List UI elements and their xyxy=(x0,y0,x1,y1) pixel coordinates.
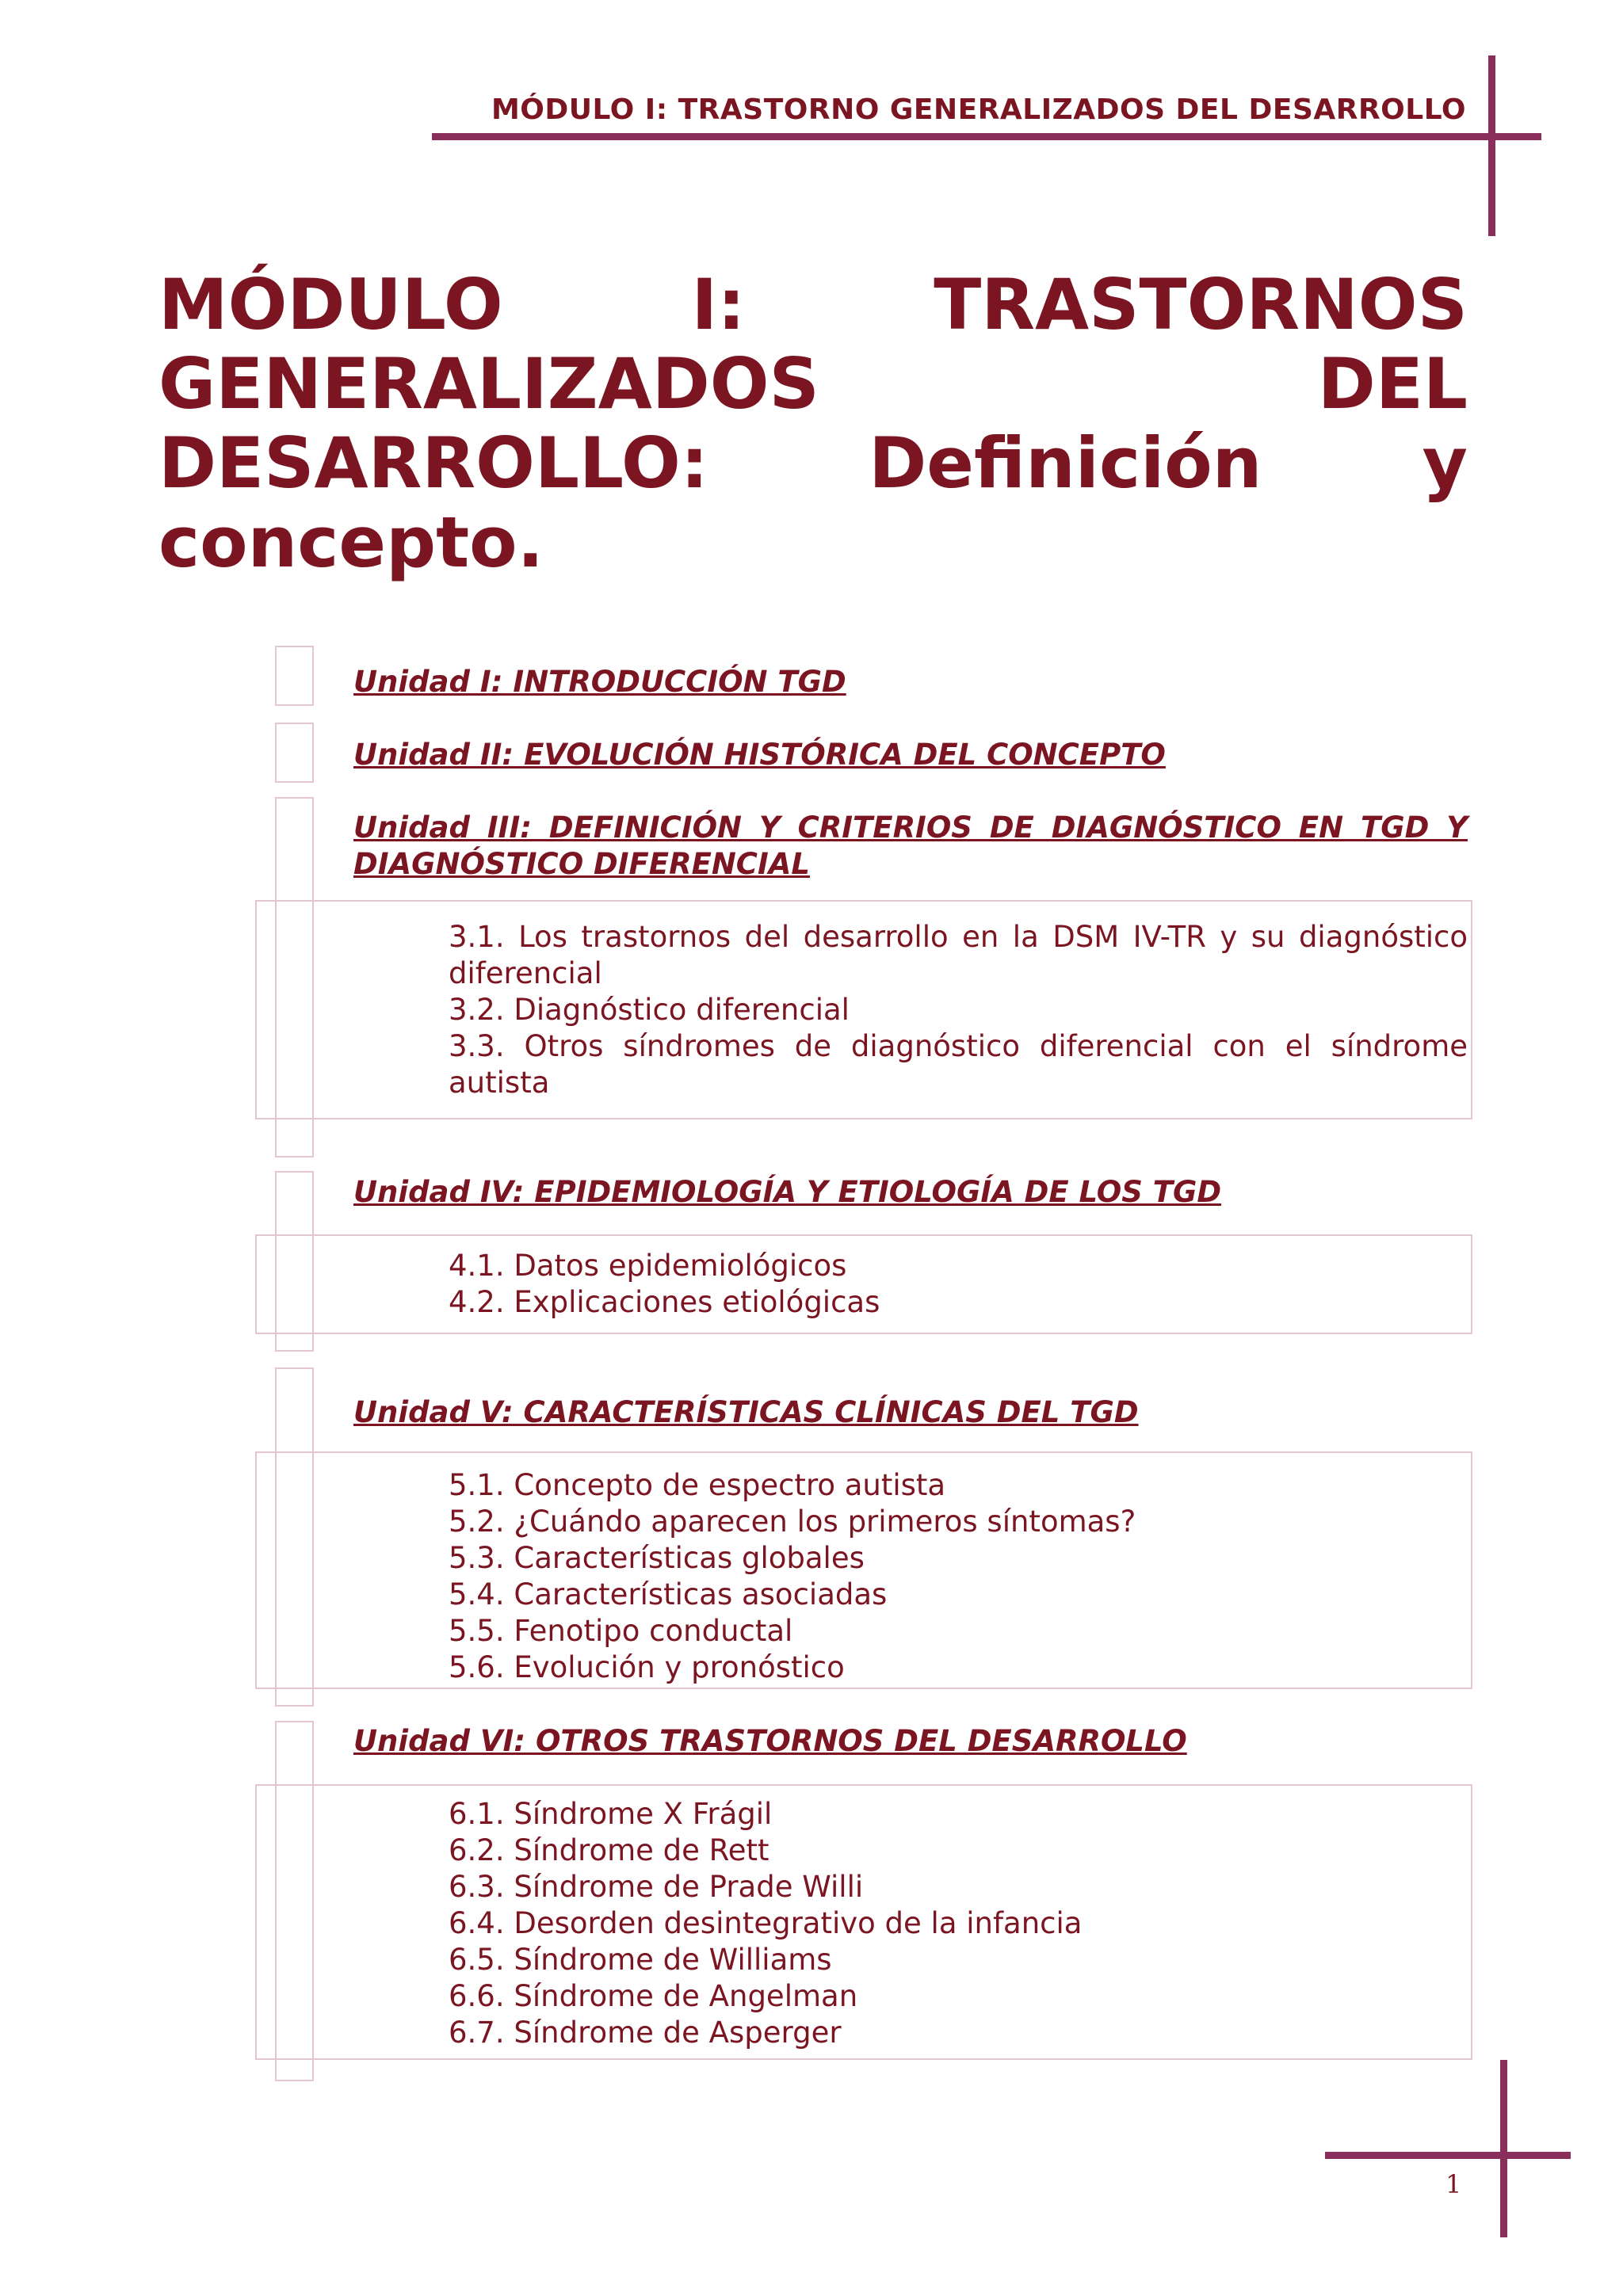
title-line-3 xyxy=(158,424,1468,503)
title-line-4 xyxy=(158,503,1468,582)
list-item: 5.1. Concepto de espectro autista xyxy=(449,1468,946,1502)
title-word: DEL xyxy=(1317,343,1468,425)
frame-square xyxy=(275,646,314,706)
unit-4-heading: Unidad IV: EPIDEMIOLOGÍA Y ETIOLOGÍA DE LOS TGD xyxy=(353,1175,1222,1209)
list-item: 4.2. Explicaciones etiológicas xyxy=(449,1285,880,1319)
unit-1-heading: Unidad I: INTRODUCCIÓN TGD xyxy=(353,665,846,699)
title-word: TRASTORNOS xyxy=(934,264,1468,345)
title-word: y xyxy=(1422,422,1468,504)
title-line-2 xyxy=(158,345,1468,424)
title-word: DESARROLLO: xyxy=(158,422,708,504)
running-header: MÓDULO I: TRASTORNO GENERALIZADOS DEL DESARROLLO xyxy=(491,93,1466,126)
list-item: 4.1. Datos epidemiológicos xyxy=(449,1249,847,1283)
list-item: 6.1. Síndrome X Frágil xyxy=(449,1797,773,1831)
list-item: 6.5. Síndrome de Williams xyxy=(449,1943,832,1977)
list-item: 5.5. Fenotipo conductal xyxy=(449,1614,793,1648)
unit-2-heading: Unidad II: EVOLUCIÓN HISTÓRICA DEL CONCEPTO xyxy=(353,738,1166,772)
list-item: 3.1. Los trastornos del desarrollo en la DSM IV-TR y su diagnóstico diferencial xyxy=(449,920,1468,990)
header-rule xyxy=(432,133,1541,140)
footer-cross-horizontal xyxy=(1325,2152,1571,2159)
list-item: 3.2. Diagnóstico diferencial xyxy=(449,993,850,1027)
list-item: 6.7. Síndrome de Asperger xyxy=(449,2016,842,2050)
list-item: 6.6. Síndrome de Angelman xyxy=(449,1979,858,2013)
list-item: 5.3. Características globales xyxy=(449,1541,865,1575)
title-word: Definición xyxy=(869,422,1262,504)
unit-6-heading: Unidad VI: OTROS TRASTORNOS DEL DESARROLLO xyxy=(353,1724,1187,1758)
frame-square xyxy=(275,723,314,783)
list-item: 5.2. ¿Cuándo aparecen los primeros síntomas? xyxy=(449,1505,1136,1539)
unit-6-items xyxy=(449,1796,1468,2051)
page-title xyxy=(158,265,1468,582)
list-item: 5.6. Evolución y pronóstico xyxy=(449,1650,845,1684)
title-line-1 xyxy=(158,265,1468,345)
unit-4-items xyxy=(449,1248,1468,1321)
unit-5-items xyxy=(449,1467,1468,1686)
unit-3-heading: Unidad III: DEFINICIÓN Y CRITERIOS DE DIAGNÓSTICO EN TGD Y DIAGNÓSTICO DIFERENCIAL xyxy=(353,810,1468,881)
list-item: 3.3. Otros síndromes de diagnóstico diferencial con el síndrome autista xyxy=(449,1029,1468,1100)
list-item: 6.3. Síndrome de Prade Willi xyxy=(449,1870,864,1904)
list-item: 6.2. Síndrome de Rett xyxy=(449,1833,769,1867)
title-word: MÓDULO xyxy=(158,264,503,345)
title-word: I: xyxy=(691,264,746,345)
title-word: GENERALIZADOS xyxy=(158,343,819,425)
list-item: 5.4. Características asociadas xyxy=(449,1577,888,1611)
title-word: concepto. xyxy=(158,502,544,583)
unit-5-heading: Unidad V: CARACTERÍSTICAS CLÍNICAS DEL TGD xyxy=(353,1395,1139,1429)
footer-cross-vertical xyxy=(1500,2060,1507,2237)
page-number: 1 xyxy=(1445,2169,1462,2199)
unit-3-items xyxy=(449,919,1468,1101)
list-item: 6.4. Desorden desintegrativo de la infancia xyxy=(449,1906,1083,1940)
header-cross-vertical xyxy=(1488,55,1495,236)
